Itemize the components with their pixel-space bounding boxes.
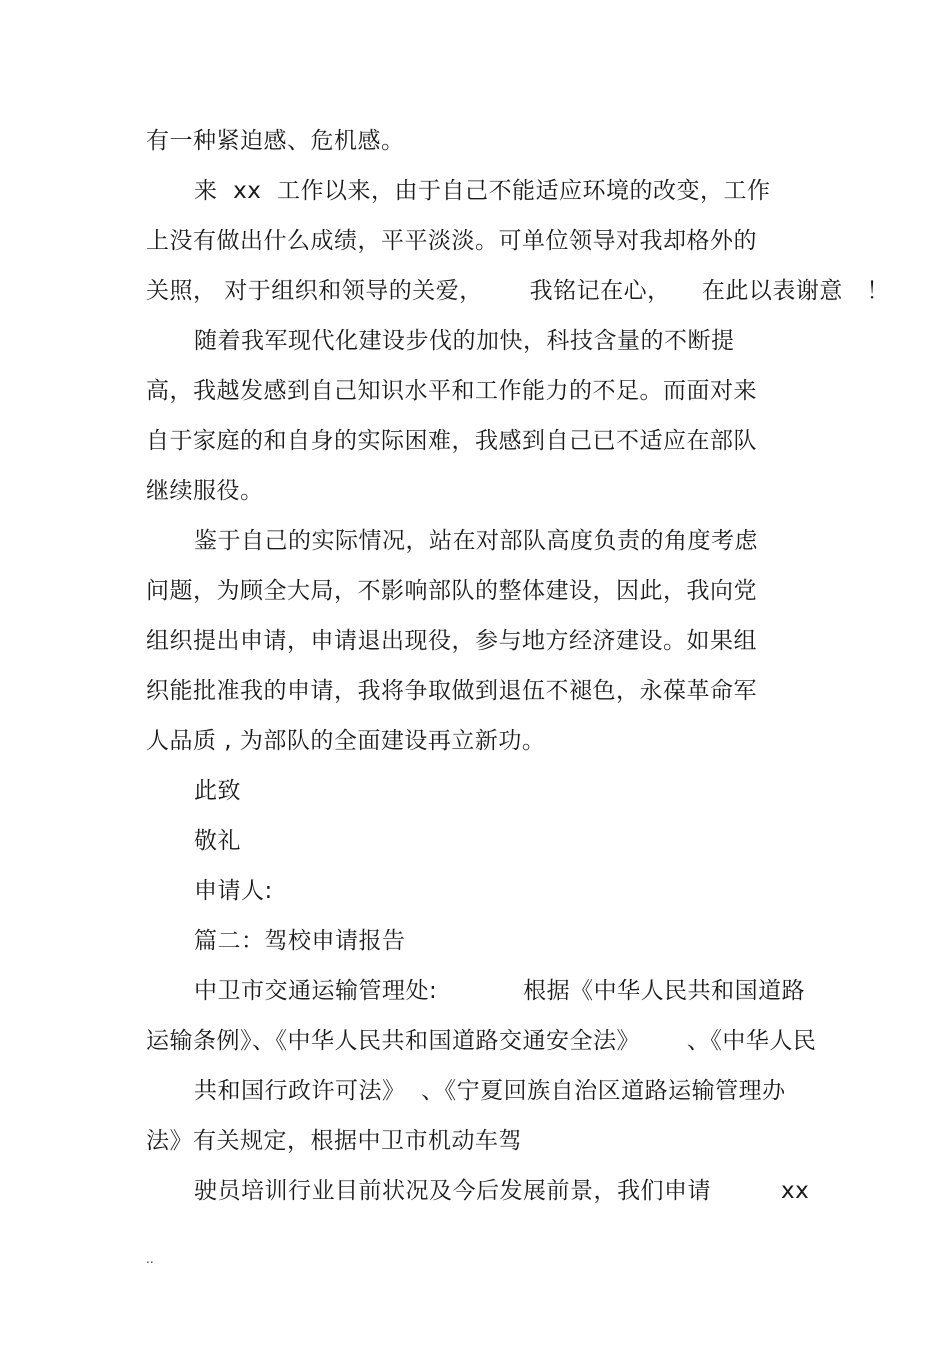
text-line: 共和国行政许可法》 、《宁夏回族自治区道路运输管理办	[194, 1078, 786, 1104]
text-line: 组织提出申请，申请退出现役，参与地方经济建设。如果组	[146, 628, 757, 654]
text-line: 鉴于自己的实际情况，站在对部队高度负责的角度考虑	[194, 528, 758, 554]
text-line: 高，我越发感到自己知识水平和工作能力的不足。而面对来	[146, 378, 757, 404]
section-heading: 篇二：驾校申请报告	[194, 928, 406, 954]
applicant-label: 申请人:	[194, 878, 273, 904]
closing-regards: 敬礼	[194, 828, 241, 854]
text-line: 来 xx 工作以来，由于自己不能适应环境的改变，工作	[194, 178, 771, 204]
text-line: 中卫市交通运输管理处: 根据《中华人民共和国道路	[194, 978, 806, 1004]
text-line: 问题，为顾全大局，不影响部队的整体建设，因此，我向党	[146, 578, 757, 604]
text-line: 驶员培训行业目前状况及今后发展前景，我们申请	[194, 1178, 711, 1204]
text-line: 上没有做出什么成绩，平平淡淡。可单位领导对我却格外的	[146, 228, 757, 254]
closing-salutation: 此致	[194, 778, 241, 804]
page-footer-mark: ..	[146, 1252, 154, 1266]
text-line: 随着我军现代化建设步伐的加快，科技含量的不断提	[194, 328, 735, 354]
text-line: 运输条例》、《中华人民共和国道路交通安全法》 、《中华人民	[146, 1028, 817, 1054]
text-line: 织能批准我的申请，我将争取做到退伍不褪色，永葆革命军	[146, 678, 757, 704]
text-line: 人品质 , 为部队的全面建设再立新功。	[146, 728, 546, 754]
text-line: 关照， 对于组织和领导的关爱， 我铭记在心， 在此以表谢意 ！	[146, 278, 890, 304]
text-line: 自于家庭的和自身的实际困难，我感到自己已不适应在部队	[146, 428, 757, 454]
text-line: 有一种紧迫感、危机感。	[146, 128, 405, 154]
text-line: 继续服役。	[146, 478, 264, 504]
text-line-end: xx	[781, 1178, 810, 1204]
text-line: 法》有关规定，根据中卫市机动车驾	[146, 1128, 522, 1154]
